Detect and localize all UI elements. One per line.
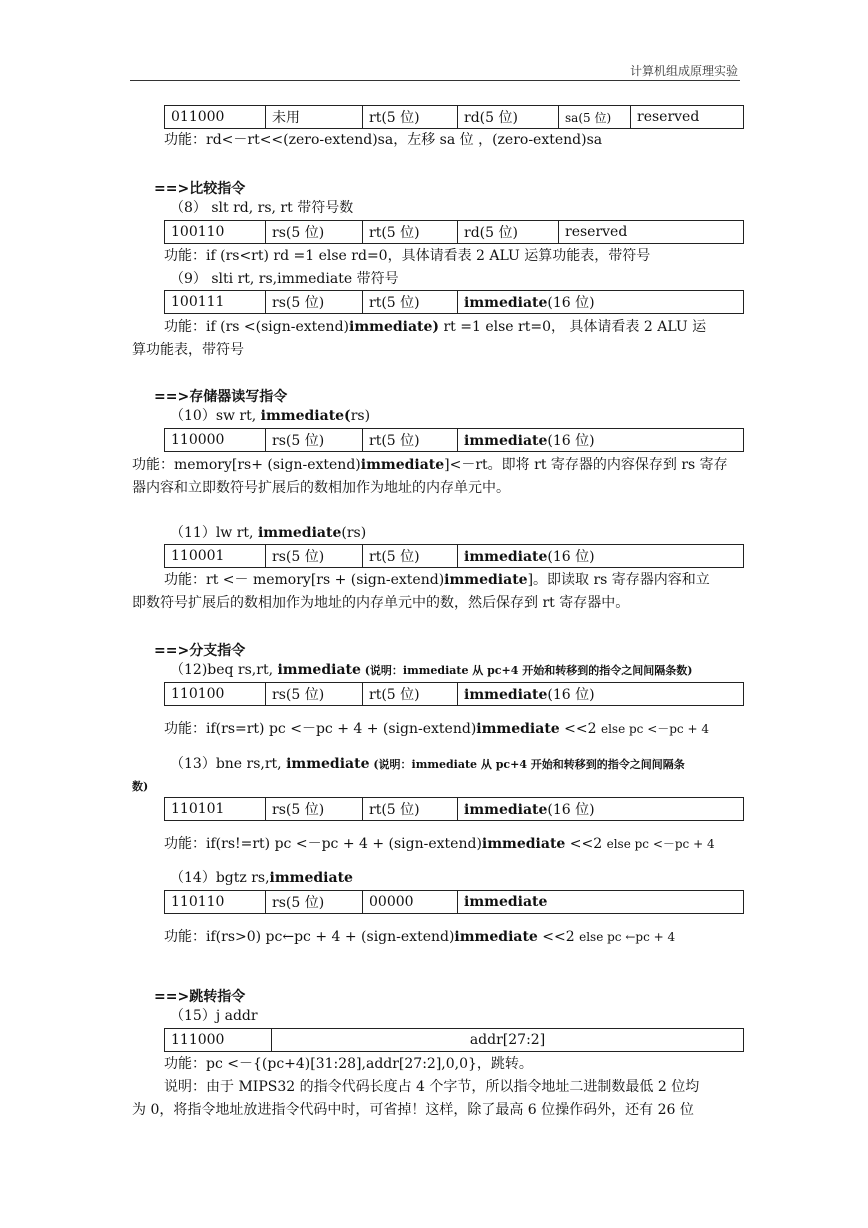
compare-heading: ==>比较指令 xyxy=(154,181,246,197)
bgtz-func-shift: <<2 xyxy=(537,929,580,945)
j-opcode: 111000 xyxy=(165,1029,272,1052)
bgtz-title-text: （14）bgtz rs, xyxy=(170,870,270,886)
beq-immediate-field xyxy=(458,683,744,706)
bne-rs-field: rs(5 位) xyxy=(266,798,363,821)
sw-title-imm: immediate( xyxy=(260,408,351,424)
jump-heading: ==>跳转指令 xyxy=(154,989,246,1005)
branch-heading: ==>分支指令 xyxy=(154,643,246,659)
lw-func-imm: immediate xyxy=(444,572,528,588)
beq-func-imm: immediate xyxy=(476,721,560,737)
sw-function-line1 xyxy=(132,456,728,474)
sw-immediate-field xyxy=(458,429,744,452)
beq-title xyxy=(170,661,692,680)
slt-reserved-field: reserved xyxy=(559,221,744,244)
sll-rt-field: rt(5 位) xyxy=(363,106,458,129)
lw-title xyxy=(170,524,366,542)
lw-title-imm: immediate xyxy=(257,525,342,541)
slt-rs-field: rs(5 位) xyxy=(266,221,363,244)
slti-rt-field: rt(5 位) xyxy=(363,291,458,314)
bne-title-line2: 数) xyxy=(132,780,149,793)
lw-imm-label: immediate xyxy=(464,549,548,565)
bgtz-function xyxy=(164,928,675,946)
beq-func-shift: <<2 xyxy=(559,721,601,737)
bgtz-rs-field: rs(5 位) xyxy=(266,891,363,914)
sll-rd-field: rd(5 位) xyxy=(458,106,559,129)
slti-imm-label: immediate xyxy=(464,295,548,311)
slt-rd-field: rd(5 位) xyxy=(458,221,559,244)
lw-immediate-field xyxy=(458,545,744,568)
bgtz-func-imm: immediate xyxy=(454,929,538,945)
slt-encoding-table xyxy=(164,220,744,244)
bgtz-encoding-table xyxy=(164,890,744,914)
sll-function: 功能：rd<－rt<<(zero-extend)sa，左移 sa 位 ，(zero-extend)sa xyxy=(164,132,603,148)
j-title: （15）j addr xyxy=(170,1008,258,1024)
sll-sa-field: sa(5 位) xyxy=(559,106,631,129)
bne-encoding-table xyxy=(164,797,744,821)
lw-encoding-table xyxy=(164,544,744,568)
slt-function: 功能：if (rs<rt) rd =1 else rd=0，具体请看表 2 ALU 运算功能表，带符号 xyxy=(164,248,651,264)
bgtz-immediate-field: immediate xyxy=(458,891,744,914)
sw-imm-width: (16 位) xyxy=(547,433,595,449)
sll-opcode: 011000 xyxy=(165,106,266,129)
sw-rs-field: rs(5 位) xyxy=(266,429,363,452)
header-rule xyxy=(130,80,740,81)
lw-title-rest: (rs) xyxy=(341,525,367,541)
bne-title xyxy=(170,755,685,774)
bne-imm-label: immediate xyxy=(464,802,548,818)
sll-encoding-table xyxy=(164,105,744,129)
sw-rt-field: rt(5 位) xyxy=(363,429,458,452)
slti-func-rest: rt =1 else rt=0， 具体请看表 2 ALU 运 xyxy=(439,319,707,335)
j-addr-field: addr[27:2] xyxy=(272,1029,744,1052)
slti-function-line2: 算功能表，带符号 xyxy=(132,342,244,358)
beq-rt-field: rt(5 位) xyxy=(363,683,458,706)
bgtz-func-text: 功能：if(rs>0) pc←pc + 4 + (sign-extend) xyxy=(164,929,455,945)
bne-immediate-field xyxy=(458,798,744,821)
bgtz-rt-field: 00000 xyxy=(363,891,458,914)
slti-title: （9） slti rt, rs,immediate 带符号 xyxy=(170,271,399,287)
slti-immediate-field xyxy=(458,291,744,314)
slti-encoding-table xyxy=(164,290,744,314)
slti-func-text: 功能：if (rs <(sign-extend) xyxy=(164,319,349,335)
bne-func-else: else pc <－pc + 4 xyxy=(606,837,715,851)
beq-imm-width: (16 位) xyxy=(547,687,595,703)
bne-imm-width: (16 位) xyxy=(547,802,595,818)
bne-func-text: 功能：if(rs!=rt) pc <－pc + 4 + (sign-extend) xyxy=(164,836,482,852)
sw-title xyxy=(170,407,370,425)
beq-title-text: （12)beq rs,rt, xyxy=(170,662,278,678)
lw-rs-field: rs(5 位) xyxy=(266,545,363,568)
sw-title-text: （10）sw rt, xyxy=(170,408,261,424)
lw-imm-width: (16 位) xyxy=(547,549,595,565)
lw-function-line2: 即数符号扩展后的数相加作为地址的内存单元中的数，然后保存到 rt 寄存器中。 xyxy=(132,595,630,611)
bne-title-note: (说明：immediate 从 pc+4 开始和转移到的指令之间间隔条 xyxy=(369,758,685,771)
j-note-line1: 说明：由于 MIPS32 的指令代码长度占 4 个字节，所以指令地址二进制数最低 2 位均 xyxy=(164,1079,700,1095)
bgtz-opcode: 110110 xyxy=(165,891,266,914)
beq-func-text: 功能：if(rs=rt) pc <－pc + 4 + (sign-extend) xyxy=(164,721,477,737)
sw-func-rest: ]<－rt。即将 rt 寄存器的内容保存到 rs 寄存 xyxy=(444,457,728,473)
slti-func-imm: immediate) xyxy=(349,319,440,335)
lw-function-line1 xyxy=(164,571,710,589)
bne-rt-field: rt(5 位) xyxy=(363,798,458,821)
sw-title-rest: rs) xyxy=(350,408,371,424)
sw-func-imm: immediate xyxy=(360,457,445,473)
beq-title-imm: immediate xyxy=(277,662,361,678)
slt-title: （8） slt rd, rs, rt 带符号数 xyxy=(170,200,354,216)
bgtz-func-else: else pc ←pc + 4 xyxy=(579,930,676,944)
sll-reserved-field: reserved xyxy=(631,106,744,129)
slti-function-line1 xyxy=(164,318,706,336)
slti-rs-field: rs(5 位) xyxy=(266,291,363,314)
bne-title-imm: immediate xyxy=(286,756,370,772)
sw-encoding-table xyxy=(164,428,744,452)
beq-func-else: else pc <－pc + 4 xyxy=(600,722,709,736)
bgtz-title xyxy=(170,869,353,887)
slt-opcode: 100110 xyxy=(165,221,266,244)
j-encoding-table xyxy=(164,1028,744,1052)
sll-rs-field: 未用 xyxy=(266,106,363,129)
beq-encoding-table xyxy=(164,682,744,706)
lw-title-text: （11）lw rt, xyxy=(170,525,258,541)
bne-title-text: （13）bne rs,rt, xyxy=(170,756,287,772)
slti-imm-width: (16 位) xyxy=(547,295,595,311)
bne-function xyxy=(164,835,715,853)
beq-opcode: 110100 xyxy=(165,683,266,706)
beq-imm-label: immediate xyxy=(464,687,548,703)
beq-title-note: (说明：immediate 从 pc+4 开始和转移到的指令之间间隔条数) xyxy=(360,664,693,677)
slti-opcode: 100111 xyxy=(165,291,266,314)
page-header: 计算机组成原理实验 xyxy=(629,64,738,78)
bne-func-imm: immediate xyxy=(481,836,566,852)
beq-rs-field: rs(5 位) xyxy=(266,683,363,706)
sw-function-line2: 器内容和立即数符号扩展后的数相加作为地址的内存单元中。 xyxy=(132,480,510,496)
bne-func-shift: <<2 xyxy=(565,836,607,852)
bgtz-title-imm: immediate xyxy=(269,870,353,886)
j-function: 功能：pc <－{(pc+4)[31:28],addr[27:2],0,0}，跳转。 xyxy=(164,1056,533,1072)
sw-func-text: 功能：memory[rs+ (sign-extend) xyxy=(132,457,361,473)
lw-func-text: 功能：rt <－ memory[rs + (sign-extend) xyxy=(164,572,445,588)
sw-imm-label: immediate xyxy=(464,433,548,449)
lw-func-rest: ]。即读取 rs 寄存器内容和立 xyxy=(527,572,710,588)
bne-opcode: 110101 xyxy=(165,798,266,821)
lw-opcode: 110001 xyxy=(165,545,266,568)
memory-heading: ==>存储器读写指令 xyxy=(154,389,288,405)
slt-rt-field: rt(5 位) xyxy=(363,221,458,244)
j-note-line2: 为 0，将指令地址放进指令代码中时，可省掉！这样，除了最高 6 位操作码外，还有 26 位 xyxy=(132,1102,694,1118)
sw-opcode: 110000 xyxy=(165,429,266,452)
beq-function xyxy=(164,720,709,738)
lw-rt-field: rt(5 位) xyxy=(363,545,458,568)
